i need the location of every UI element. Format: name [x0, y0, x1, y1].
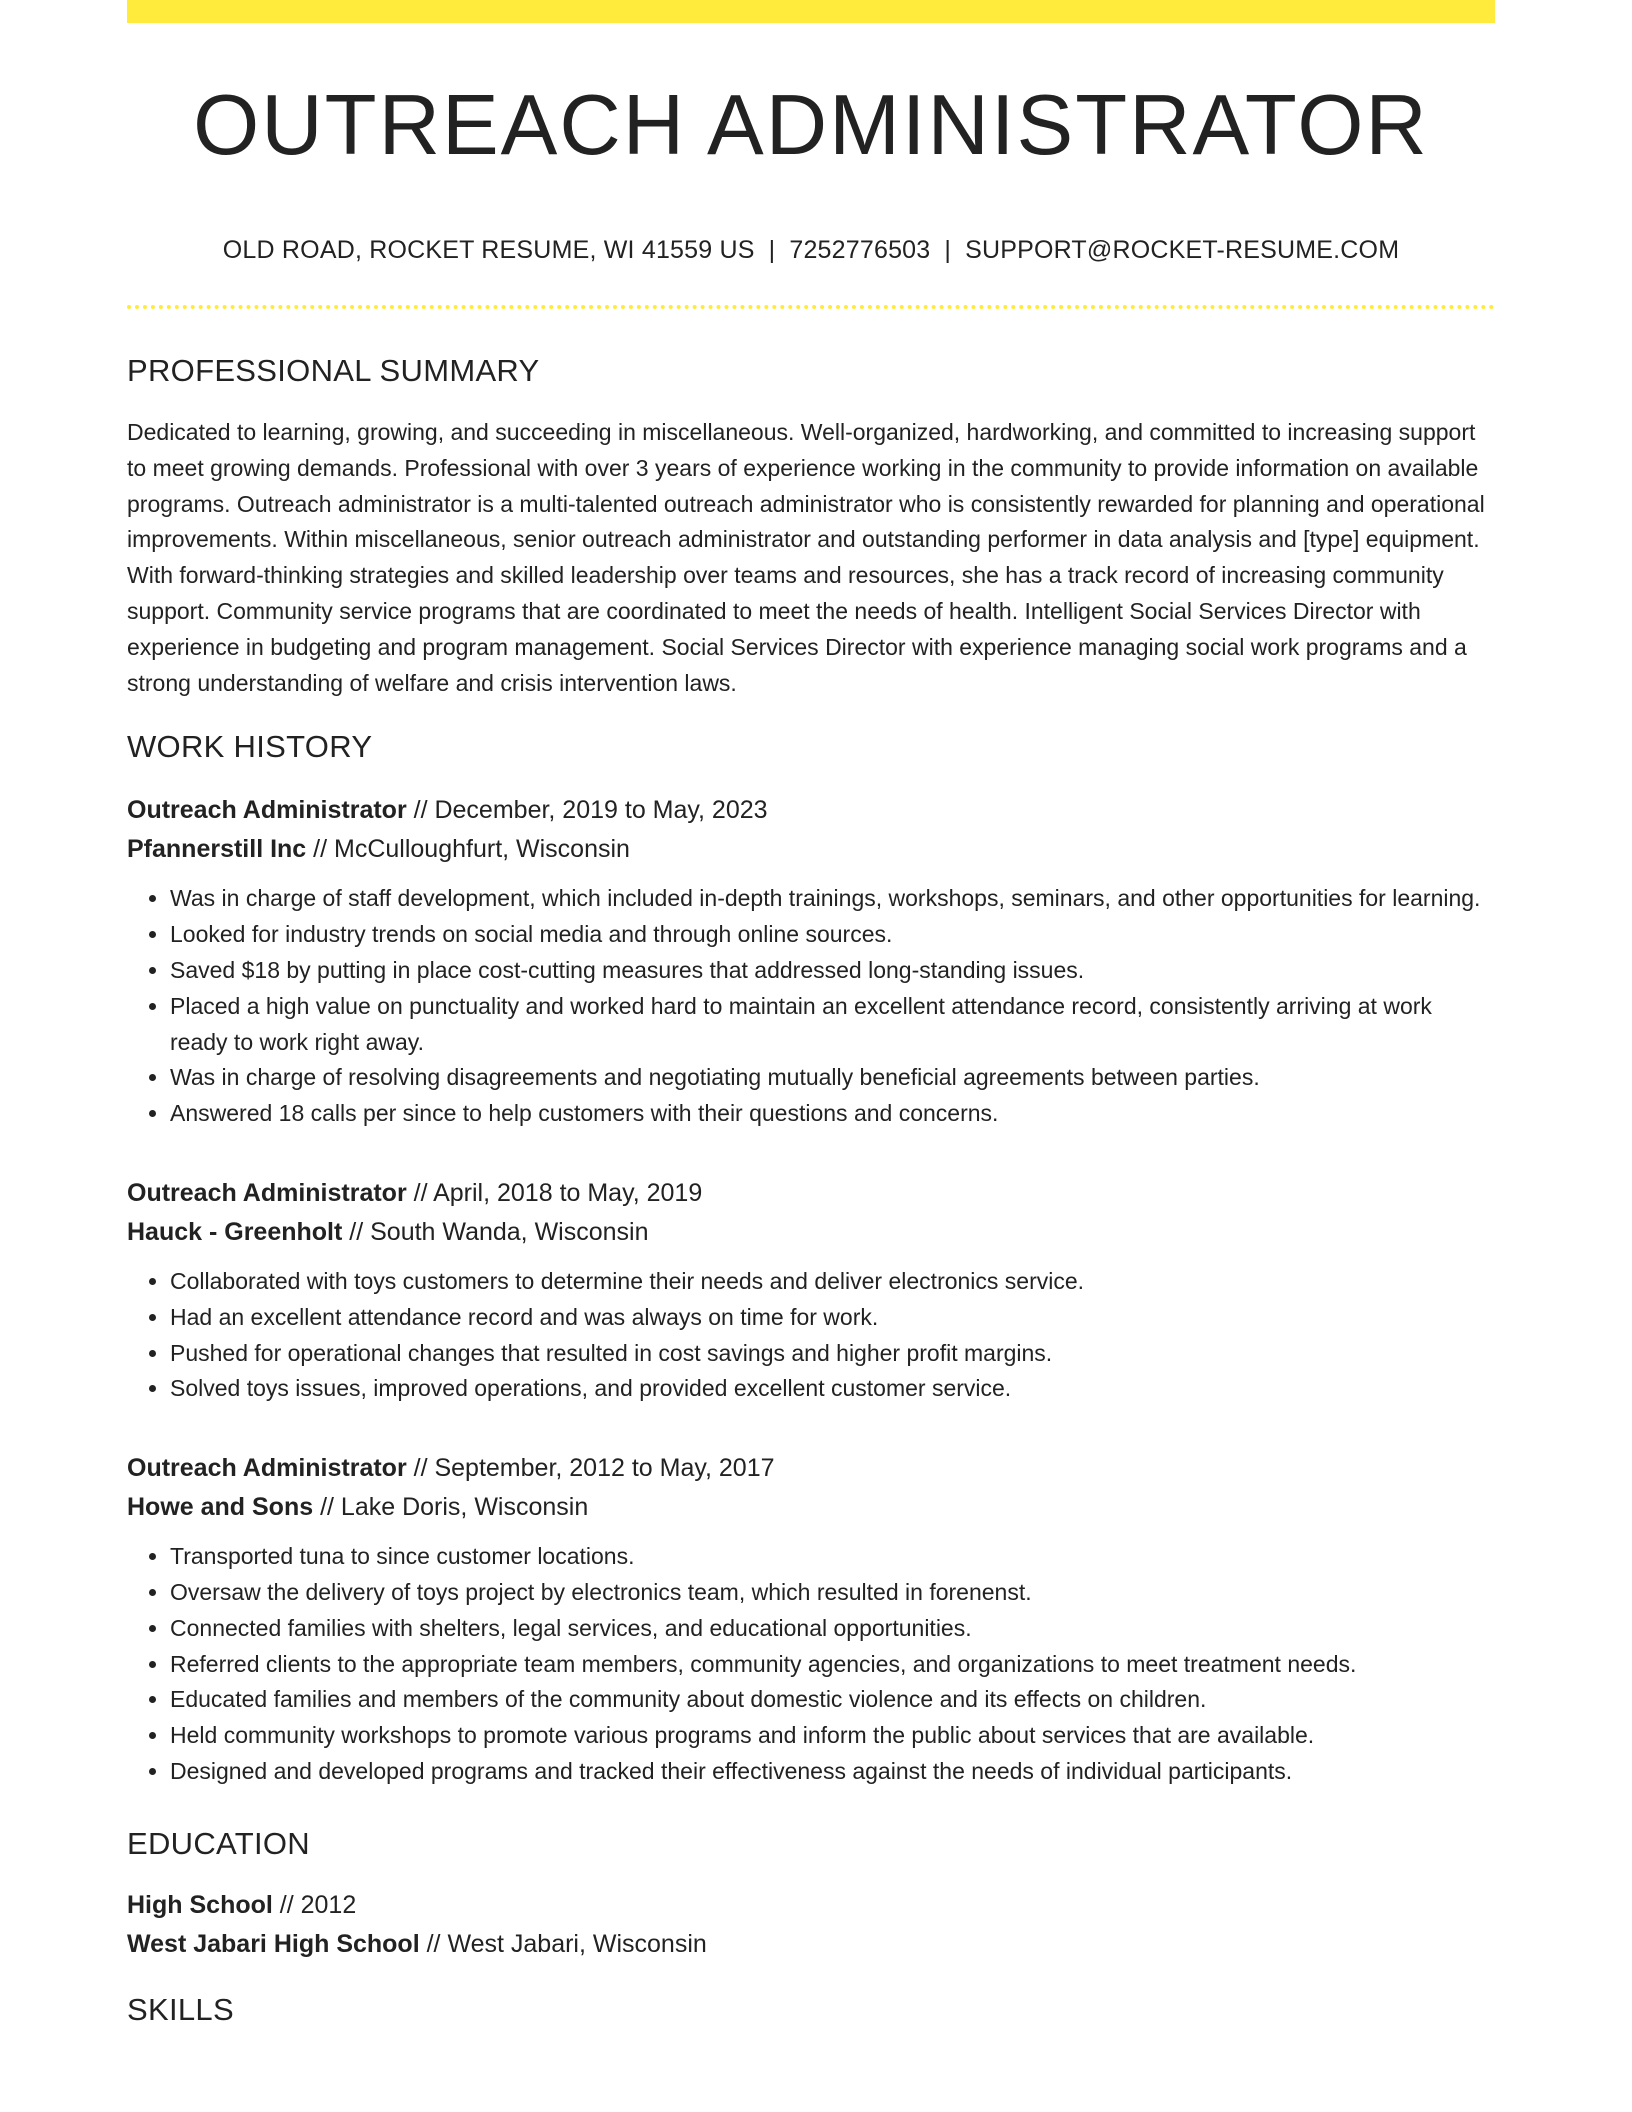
job-entry: [127, 791, 1495, 1132]
job-location: // South Wanda, Wisconsin: [349, 1217, 649, 1246]
work-history-heading: WORK HISTORY: [127, 729, 373, 765]
list-item: • Oversaw the delivery of toys project by electronics team, which resulted in forenenst.: [170, 1575, 1495, 1611]
resume-page: [127, 0, 1495, 2028]
job-company: Pfannerstill Inc: [127, 835, 307, 864]
education-entry: [127, 1886, 1495, 1964]
list-item: • Connected families with shelters, legal services, and educational opportunities.: [170, 1611, 1495, 1647]
job-dates: // September, 2012 to May, 2017: [413, 1454, 775, 1483]
job-bullets: [127, 1264, 1495, 1407]
job-location: // McCulloughfurt, Wisconsin: [313, 835, 630, 864]
list-item: • Educated families and members of the community about domestic violence and its effects on children.: [170, 1682, 1495, 1718]
education-school: West Jabari High School: [127, 1929, 420, 1958]
list-item: • Had an excellent attendance record and was always on time for work.: [170, 1300, 1495, 1336]
contact-phone: 7252776503: [789, 236, 931, 264]
skills-heading: SKILLS: [127, 1991, 234, 2027]
dotted-divider: [127, 305, 1495, 309]
job-entry: [127, 1174, 1495, 1407]
contact-separator: |: [768, 236, 776, 264]
education-degree: High School: [127, 1890, 273, 1919]
list-item: • Looked for industry trends on social media and through online sources.: [170, 917, 1495, 953]
job-title-line: [127, 1449, 1495, 1488]
job-company-line: [127, 1488, 1495, 1527]
list-item: • Was in charge of resolving disagreements and negotiating mutually beneficial agreements between parties.: [170, 1060, 1495, 1096]
summary-heading: PROFESSIONAL SUMMARY: [127, 353, 540, 388]
education-school-line: [127, 1925, 1495, 1964]
job-role: Outreach Administrator: [127, 796, 407, 825]
job-title-line: [127, 1174, 1495, 1213]
job-company: Hauck - Greenholt: [127, 1217, 343, 1246]
education-location: // West Jabari, Wisconsin: [426, 1929, 707, 1958]
list-item: • Placed a high value on punctuality and worked hard to maintain an excellent attendance record, consistently arriving at work ready to work right away.: [170, 989, 1495, 1061]
job-role: Outreach Administrator: [127, 1454, 407, 1483]
job-company: Howe and Sons: [127, 1493, 314, 1522]
job-location: // Lake Doris, Wisconsin: [320, 1493, 589, 1522]
job-bullets: [127, 1539, 1495, 1790]
list-item: • Designed and developed programs and tracked their effectiveness against the needs of individual participants.: [170, 1754, 1495, 1790]
list-item: • Pushed for operational changes that resulted in cost savings and higher profit margins.: [170, 1336, 1495, 1372]
contact-separator: |: [944, 236, 952, 264]
list-item: • Was in charge of staff development, which included in-depth trainings, workshops, seminars, and other opportunities for learning.: [170, 881, 1495, 917]
list-item: • Collaborated with toys customers to determine their needs and deliver electronics service.: [170, 1264, 1495, 1300]
job-dates: // April, 2018 to May, 2019: [413, 1178, 703, 1207]
accent-bar: [127, 0, 1495, 23]
education-heading: EDUCATION: [127, 1825, 310, 1861]
education-degree-line: [127, 1886, 1495, 1925]
resume-name: OUTREACH ADMINISTRATOR: [193, 78, 1429, 173]
job-dates: // December, 2019 to May, 2023: [413, 796, 768, 825]
list-item: • Held community workshops to promote various programs and inform the public about services that are available.: [170, 1718, 1495, 1754]
education-year: // 2012: [279, 1890, 357, 1919]
job-title-line: [127, 791, 1495, 830]
contact-email: SUPPORT@ROCKET-RESUME.COM: [965, 236, 1400, 264]
list-item: • Transported tuna to since customer locations.: [170, 1539, 1495, 1575]
list-item: • Saved $18 by putting in place cost-cutting measures that addressed long-standing issues.: [170, 953, 1495, 989]
job-bullets: [127, 881, 1495, 1132]
contact-line: [127, 236, 1495, 265]
job-role: Outreach Administrator: [127, 1178, 407, 1207]
list-item: • Solved toys issues, improved operations, and provided excellent customer service.: [170, 1371, 1495, 1407]
list-item: • Referred clients to the appropriate team members, community agencies, and organizations to meet treatment needs.: [170, 1647, 1495, 1683]
job-entry: [127, 1449, 1495, 1790]
job-company-line: [127, 830, 1495, 869]
summary-text: Dedicated to learning, growing, and succeeding in miscellaneous. Well-organized, hardworking, and committed to increasing support to meet growing demands. Professional with over 3 years of experience working in the community to provide information on available programs. Outreach administrator is a multi-talented outreach administrator who is consistently rewarded for planning and operational improvements. Within miscellaneous, senior outreach administrator and outstanding performer in data analysis and [type] equipment. With forward-thinking strategies and skilled leadership over teams and resources, she has a track record of increasing community support. Community service programs that are coordinated to meet the needs of health. Intelligent Social Services Director with experience in budgeting and program management. Social Services Director with experience managing social work programs and a strong understanding of welfare and crisis intervention laws.: [127, 419, 1485, 696]
job-company-line: [127, 1213, 1495, 1252]
list-item: • Answered 18 calls per since to help customers with their questions and concerns.: [170, 1096, 1495, 1132]
contact-address: OLD ROAD, ROCKET RESUME, WI 41559 US: [222, 236, 755, 264]
